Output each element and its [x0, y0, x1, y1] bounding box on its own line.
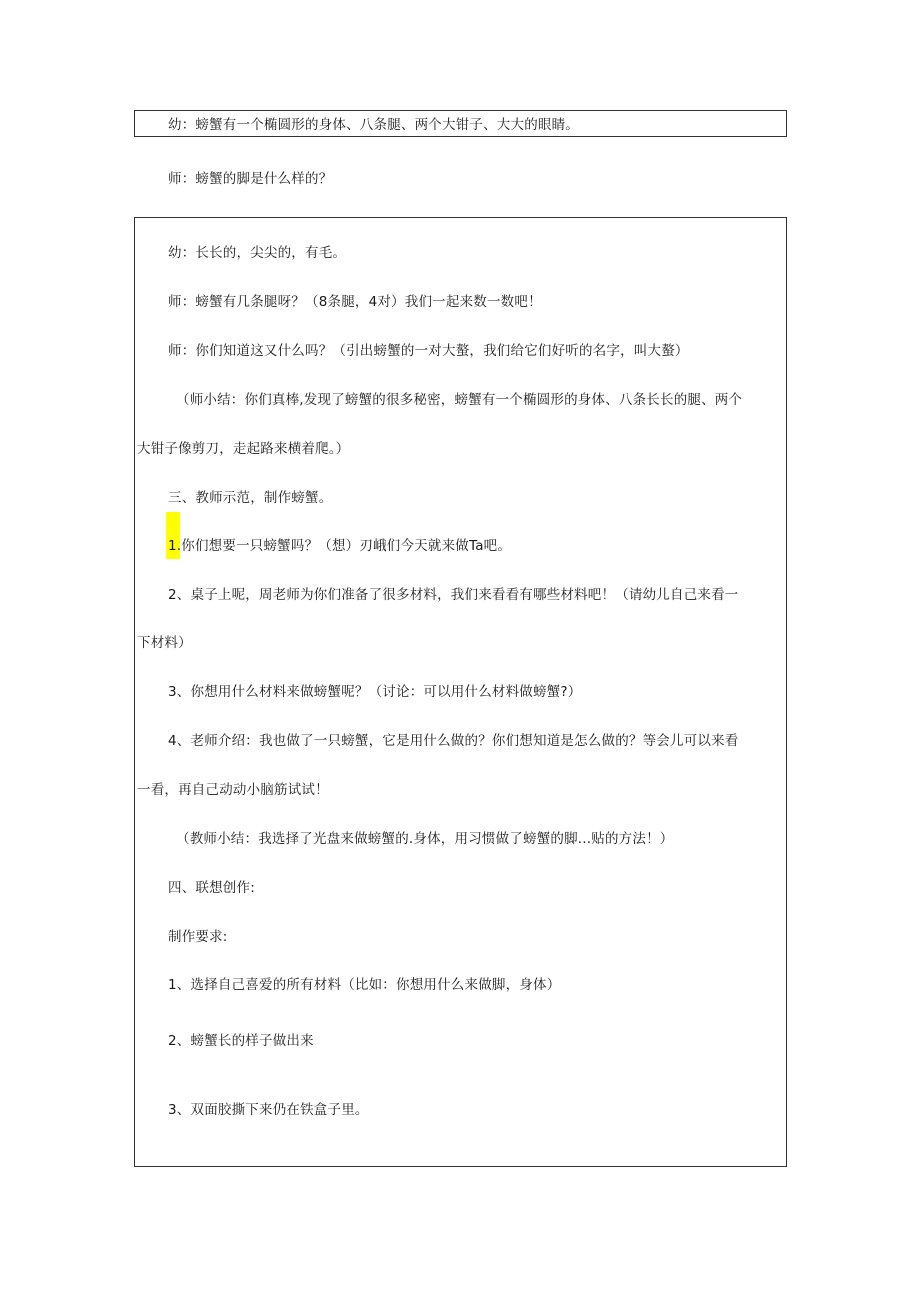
requirements-label: 制作要求: — [168, 929, 228, 945]
text-line-12: 3、你想用什么材料来做螃蟹呢？（讨论：可以用什么材料做螃蟹?） — [168, 684, 582, 700]
text-line-5: 师：你们知道这又什么吗？（引出螃蟹的一对大螯，我们给它们好听的名字，叫大螯） — [168, 343, 689, 359]
text-line-4: 师：螃蟹有几条腿呀？（8条腿，4对）我们一起来数一数吧！ — [168, 294, 542, 310]
text-line-13: 4、老师介绍：我也做了一只螃蟹，它是用什么做的？你们想知道是怎么做的？等会儿可以来看 — [168, 733, 739, 749]
text-line-10: 2、桌子上呢，周老师为你们准备了很多材料，我们来看看有哪些材料吧！（请幼儿自己来看一 — [168, 587, 739, 603]
section-heading-4: 四、联想创作: — [168, 880, 255, 896]
text-line-6: （师小结：你们真棒,发现了螃蟹的很多秘密，螃蟹有一个椭圆形的身体、八条长长的腿、两个 — [176, 392, 743, 408]
text-line-2: 师：螃蟹的脚是什么样的？ — [168, 171, 333, 187]
section-heading-3: 三、教师示范，制作螃蟹。 — [168, 490, 333, 506]
requirement-item-2: 2、螃蟹长的样子做出来 — [168, 1033, 314, 1049]
text-line-11: 下材料） — [137, 635, 192, 651]
text-line-1: 幼：螃蟹有一个椭圆形的身体、八条腿、两个大钳子、大大的眼睛。 — [168, 117, 579, 133]
text-line-9: 1.你们想要一只螃蟹吗？（想）刃峨们今天就来做Ta吧。 — [168, 538, 512, 554]
requirement-item-1: 1、选择自己喜爱的所有材料（比如：你想用什么来做脚，身体） — [168, 977, 561, 993]
text-line-7: 大钳子像剪刀，走起路来横着爬。） — [137, 441, 350, 457]
requirement-item-3: 3、双面胶撕下来仍在铁盒子里。 — [168, 1102, 369, 1118]
text-line-15: （教师小结：我选择了光盘来做螃蟹的.身体，用习惯做了螃蟹的脚...贴的方法！） — [176, 831, 674, 847]
text-line-3: 幼：长长的，尖尖的，有毛。 — [168, 245, 347, 261]
text-line-14: 一看，再自己动动小脑筋试试！ — [137, 782, 329, 798]
